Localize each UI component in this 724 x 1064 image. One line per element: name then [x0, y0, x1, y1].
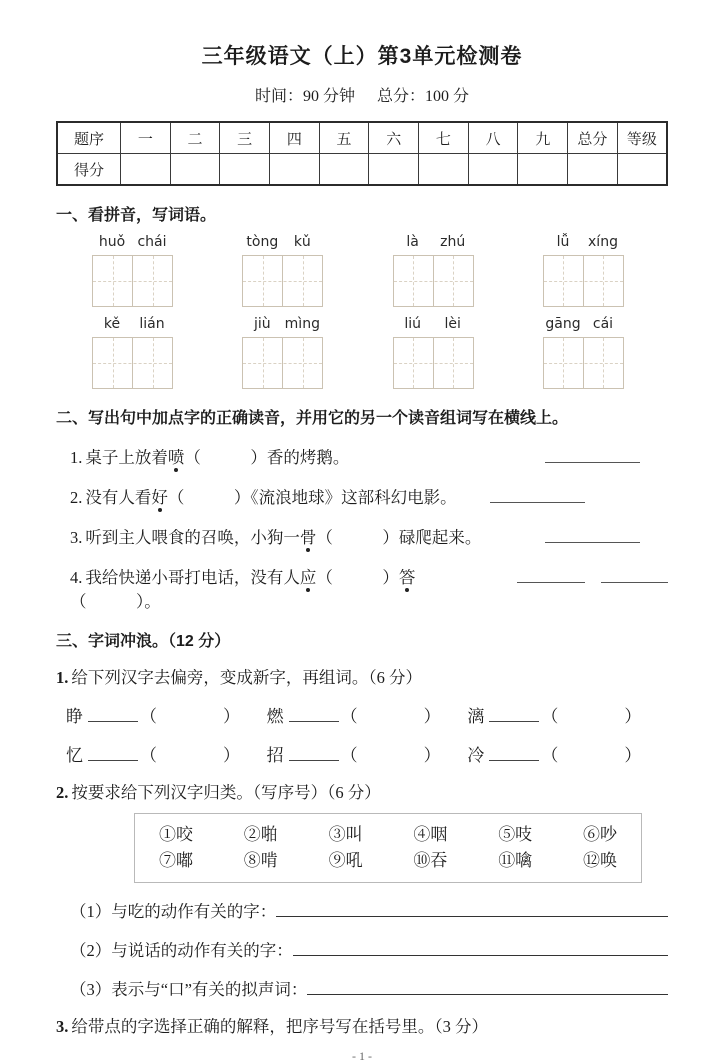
exam-time: 时间：90 分钟 — [254, 88, 355, 105]
writing-grid — [92, 337, 173, 389]
numbered-character: ⑪噙 — [498, 851, 533, 870]
new-character-blank — [289, 743, 339, 761]
writing-grid-cell — [433, 338, 473, 388]
item-number: 2. — [70, 488, 83, 507]
word-group — [467, 741, 668, 766]
item-number: 1. — [70, 448, 83, 467]
writing-grid-cell — [132, 338, 172, 388]
page-title: 三年级语文（上）第3单元检测卷 — [201, 45, 523, 68]
base-character: 睁 — [66, 707, 83, 726]
subquestion-3-number: 3. — [56, 1017, 69, 1036]
score-table-column-header: 一 — [121, 122, 171, 154]
sentence-text — [70, 524, 481, 548]
base-character: 冷 — [467, 746, 485, 765]
numbered-character: ①咬 — [159, 825, 193, 844]
score-table-column-header: 三 — [220, 122, 270, 154]
word-group — [267, 702, 468, 727]
score-table-empty-cell — [419, 154, 469, 186]
new-character-blank — [489, 743, 539, 761]
pronunciation-item — [56, 564, 668, 612]
pinyin-syllable: mìng — [284, 316, 320, 332]
item-number: 4. — [70, 568, 83, 587]
numbered-character: ⑩吞 — [413, 851, 448, 870]
base-character: 燃 — [266, 707, 284, 726]
score-table-empty-cell — [170, 154, 220, 186]
sentence-text — [70, 444, 349, 468]
pinyin-label — [242, 316, 323, 335]
score-table-empty-cell — [568, 154, 618, 186]
score-table-column-header: 五 — [319, 122, 369, 154]
subquestion-2-number: 2. — [56, 783, 69, 802]
answer-blank — [545, 526, 640, 544]
classification-question — [56, 976, 668, 1000]
pinyin-word-group — [92, 316, 173, 389]
answer-blank — [601, 566, 668, 584]
pinyin-word-group — [393, 234, 474, 307]
writing-grid — [92, 255, 173, 307]
writing-grid — [543, 337, 624, 389]
numbered-character: ⑦嘟 — [159, 851, 193, 870]
section-1-heading: 一、看拼音，写词语。 — [56, 207, 217, 224]
writing-grid-cell — [433, 256, 473, 306]
writing-grid-cell — [93, 338, 132, 388]
classification-question — [56, 898, 668, 922]
pinyin-label — [543, 316, 624, 335]
pinyin-label — [393, 234, 474, 253]
word-group — [66, 702, 267, 727]
answer-line — [307, 978, 668, 996]
writing-grid — [242, 337, 323, 389]
paren-close: ） — [624, 746, 642, 765]
score-table-row-label: 得分 — [57, 154, 121, 186]
paren-close: ） — [223, 746, 240, 765]
sentence-text — [70, 564, 501, 612]
section-3-heading: 三、字词冲浪。（12 分） — [56, 633, 231, 650]
sentence-segment: （ ） — [316, 568, 399, 587]
character-box-row — [159, 822, 617, 848]
pronunciation-items — [56, 444, 668, 612]
word-row — [56, 741, 668, 766]
sentence-segment: （ ）。 — [70, 592, 161, 611]
pinyin-syllable: kǔ — [293, 234, 311, 250]
word-rows — [56, 702, 668, 766]
score-table-column-header: 四 — [270, 122, 320, 154]
pinyin-syllable: lǚ — [556, 234, 570, 250]
pinyin-word-group — [242, 316, 323, 389]
writing-grid-cell — [282, 338, 322, 388]
sentence-segment: 没有人看 — [85, 488, 152, 507]
question-label: （1）与吃的动作有关的字： — [70, 902, 277, 921]
pinyin-syllable: jiù — [254, 316, 271, 332]
writing-grid-cell — [132, 256, 172, 306]
character-box-row — [159, 848, 617, 874]
answer-blank — [517, 566, 584, 584]
pinyin-syllable: liú — [404, 316, 421, 332]
pinyin-syllable: zhú — [440, 234, 466, 250]
pinyin-syllable: tòng — [246, 234, 279, 250]
sentence-segment: （ ）碌爬起来。 — [316, 528, 482, 547]
numbered-character: ⑤吱 — [498, 825, 533, 844]
pinyin-syllable: huǒ — [98, 234, 126, 250]
numbered-character: ⑧啃 — [243, 851, 278, 870]
score-table-column-header: 七 — [419, 122, 469, 154]
subquestion-2-text: 按要求给下列汉字归类。（写序号）（6 分） — [71, 783, 381, 802]
dotted-character: 答 — [398, 568, 416, 587]
pinyin-syllable: cái — [592, 316, 614, 332]
subquestion-1-number: 1. — [56, 668, 69, 687]
writing-grid — [242, 255, 323, 307]
answer-blank — [545, 446, 640, 464]
pinyin-syllable: xíng — [588, 234, 618, 250]
pronunciation-item — [56, 484, 668, 508]
item-number: 3. — [70, 528, 83, 547]
writing-grid-cell — [243, 338, 282, 388]
writing-grid-cell — [583, 338, 623, 388]
pronunciation-item — [56, 444, 668, 468]
numbered-character: ④咽 — [413, 825, 448, 844]
dotted-character: 喷 — [167, 448, 185, 467]
subquestion-3-text: 给带点的字选择正确的解释，把序号写在括号里。（3 分） — [71, 1017, 488, 1036]
writing-grid-cell — [394, 338, 433, 388]
score-table — [56, 121, 668, 186]
pinyin-row-1 — [56, 234, 668, 307]
writing-grid-cell — [282, 256, 322, 306]
paren-close: ） — [423, 707, 441, 726]
numbered-character: ⑥吵 — [582, 825, 617, 844]
word-group — [467, 702, 668, 727]
paren-close: ） — [624, 707, 642, 726]
score-table-empty-cell — [468, 154, 518, 186]
pronunciation-item — [56, 524, 668, 548]
new-character-blank — [489, 704, 539, 722]
score-table-empty-cell — [121, 154, 171, 186]
paren-open: （ — [140, 746, 157, 765]
score-table-empty-cell — [220, 154, 270, 186]
score-table-column-header: 等级 — [617, 122, 667, 154]
writing-grid-cell — [93, 256, 132, 306]
base-character: 忆 — [66, 746, 83, 765]
answer-blank — [490, 486, 585, 504]
pinyin-label — [242, 234, 323, 253]
sentence-segment: 桌子上放着 — [85, 448, 168, 467]
score-table-header-corner: 题序 — [57, 122, 121, 154]
new-character-blank — [88, 743, 138, 761]
pinyin-syllable: lián — [139, 316, 165, 332]
sentence-text — [70, 484, 457, 508]
base-character: 招 — [266, 746, 284, 765]
dotted-character: 好 — [151, 488, 168, 507]
new-character-blank — [289, 704, 339, 722]
numbered-character: ②啪 — [243, 825, 278, 844]
writing-grid-cell — [583, 256, 623, 306]
paren-close: ） — [223, 707, 240, 726]
character-box — [134, 813, 642, 883]
writing-grid-cell — [544, 256, 583, 306]
score-table-column-header: 八 — [468, 122, 518, 154]
numbered-character: ⑫唤 — [582, 851, 617, 870]
pinyin-row-2 — [56, 316, 668, 389]
question-label: （2）与说话的动作有关的字： — [70, 941, 293, 960]
answer-line — [293, 939, 668, 957]
pinyin-word-group — [543, 234, 624, 307]
score-table-empty-cell — [319, 154, 369, 186]
section-2-heading: 二、写出句中加点字的正确读音，并用它的另一个读音组词写在横线上。 — [56, 410, 569, 427]
writing-grid-cell — [394, 256, 433, 306]
page-number: - 1 - — [352, 1049, 372, 1063]
score-table-column-header: 六 — [369, 122, 419, 154]
subquestion-3 — [56, 1013, 668, 1037]
question-label: （3）表示与“口”有关的拟声词： — [70, 980, 308, 999]
word-group — [66, 741, 267, 766]
classification-question — [56, 937, 668, 961]
paren-open: （ — [541, 707, 559, 726]
classification-questions — [56, 898, 668, 1000]
pinyin-word-group — [92, 234, 173, 307]
numbered-character: ③叫 — [328, 825, 363, 844]
dotted-character: 骨 — [299, 528, 317, 547]
pinyin-label — [543, 234, 624, 253]
paren-close: ） — [423, 746, 441, 765]
word-group — [267, 741, 468, 766]
pinyin-label — [92, 234, 173, 253]
score-table-empty-cell — [518, 154, 568, 186]
sentence-segment: 我给快递小哥打电话，没有人 — [85, 568, 300, 587]
pinyin-word-group — [393, 316, 474, 389]
new-character-blank — [88, 704, 138, 722]
sentence-segment: 听到主人喂食的召唤，小狗一 — [85, 528, 300, 547]
writing-grid-cell — [243, 256, 282, 306]
paren-open: （ — [340, 707, 358, 726]
paren-open: （ — [140, 707, 157, 726]
exam-info — [56, 83, 668, 106]
score-table-empty-cell — [270, 154, 320, 186]
writing-grid-cell — [544, 338, 583, 388]
sentence-segment: （ ）《流浪地球》这部科幻电影。 — [167, 488, 457, 507]
pinyin-syllable: kě — [103, 316, 121, 332]
score-table-column-header: 总分 — [568, 122, 618, 154]
pinyin-word-group — [543, 316, 624, 389]
pinyin-label — [92, 316, 173, 335]
pinyin-label — [393, 316, 474, 335]
base-character: 漓 — [467, 707, 485, 726]
writing-grid — [543, 255, 624, 307]
paren-open: （ — [340, 746, 358, 765]
pinyin-syllable: chái — [137, 234, 167, 250]
subquestion-1 — [56, 664, 668, 688]
sentence-segment: （ ）香的烤鹅。 — [184, 448, 350, 467]
paren-open: （ — [541, 746, 559, 765]
exam-total-score: 总分：100 分 — [377, 88, 470, 105]
subquestion-2 — [56, 779, 668, 803]
pinyin-syllable: gāng — [545, 316, 581, 332]
pinyin-syllable: là — [406, 234, 419, 250]
word-row — [56, 702, 668, 727]
score-table-empty-cell — [617, 154, 667, 186]
answer-line — [276, 900, 668, 918]
writing-grid — [393, 255, 474, 307]
subquestion-1-text: 给下列汉字去偏旁，变成新字，再组词。（6 分） — [71, 668, 422, 687]
score-table-column-header: 二 — [170, 122, 220, 154]
score-table-column-header: 九 — [518, 122, 568, 154]
writing-grid — [393, 337, 474, 389]
dotted-character: 应 — [299, 568, 317, 587]
pinyin-syllable: lèi — [444, 316, 461, 332]
score-table-empty-cell — [369, 154, 419, 186]
numbered-character: ⑨吼 — [328, 851, 363, 870]
pinyin-word-group — [242, 234, 323, 307]
